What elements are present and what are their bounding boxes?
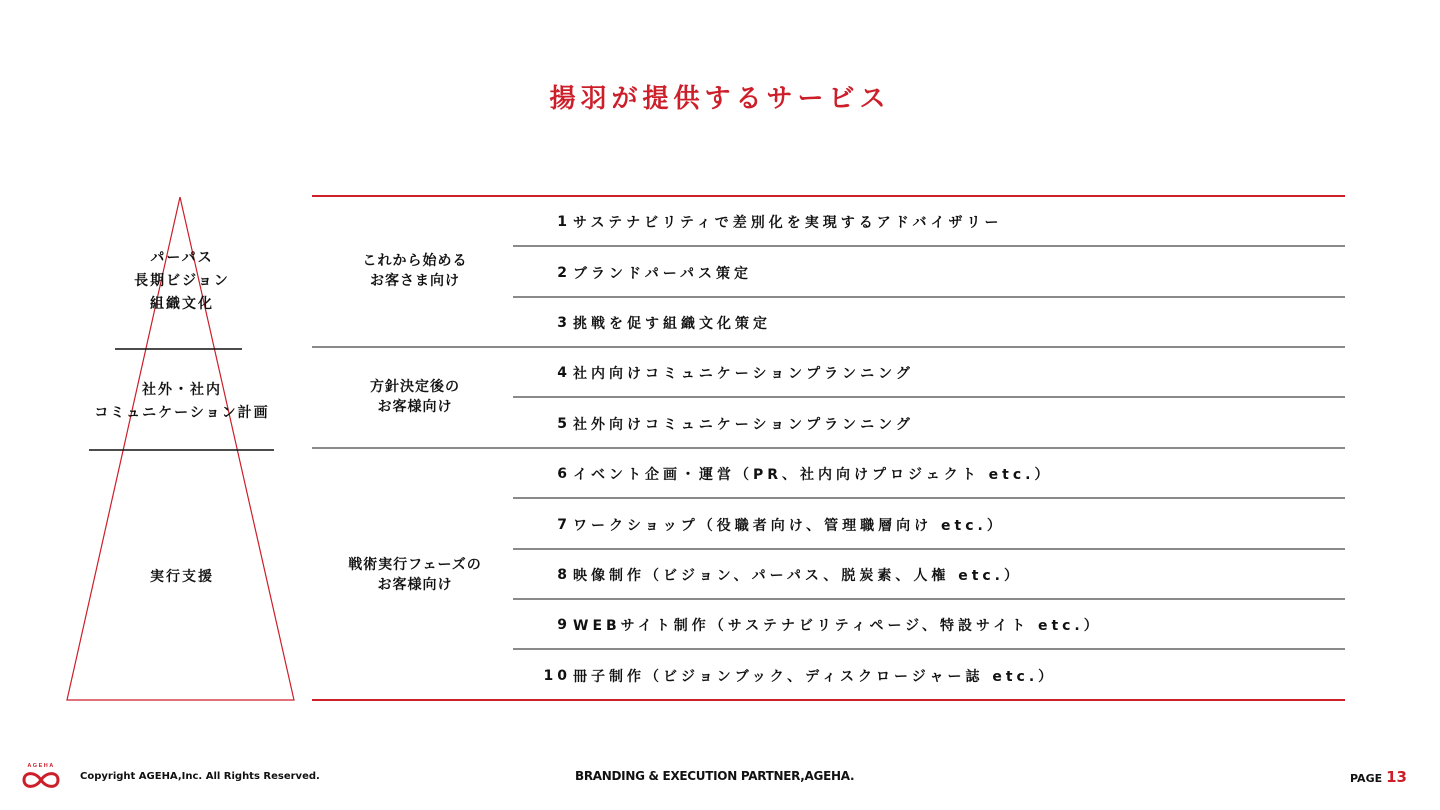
tier-top-line-3: 組織文化 (150, 296, 214, 312)
audience-group-3 (320, 555, 510, 595)
services-list (513, 197, 1345, 701)
ageha-logo-icon (22, 760, 64, 794)
service-number: 4 (557, 365, 571, 382)
pyramid-tier-top (62, 247, 302, 316)
footer-tagline: BRANDING & EXECUTION PARTNER,AGEHA. (575, 769, 855, 783)
footer-copyright: Copyright AGEHA,Inc. All Rights Reserved. (80, 771, 320, 782)
tier-middle-line-2: コミュニケーション計画 (94, 405, 270, 421)
pyramid-diagram (0, 0, 310, 710)
tier-middle-line-1: 社外・社内 (142, 382, 222, 398)
audience-2-line-1: 方針決定後の (370, 379, 460, 395)
service-row-10 (513, 651, 1345, 701)
service-number: 5 (557, 415, 571, 432)
audience-group-2 (320, 377, 510, 417)
service-text: 冊子制作（ビジョンブック、ディスクロージャー誌 etc.） (573, 668, 1057, 685)
page-number: 13 (1386, 768, 1407, 786)
service-number: 7 (557, 516, 571, 533)
pyramid-tier-middle (62, 379, 302, 425)
service-text: ワークショップ（役職者向け、管理職層向け etc.） (573, 517, 1005, 534)
service-row-1 (513, 197, 1345, 247)
service-row-4 (513, 348, 1345, 398)
service-row-8 (513, 550, 1345, 600)
audience-1-line-2: お客さま向け (370, 273, 460, 289)
audience-group-1 (320, 251, 510, 291)
footer-page (1350, 768, 1407, 786)
tier-top-line-1: パーパス (150, 250, 214, 266)
service-row-3 (513, 298, 1345, 348)
service-text: イベント企画・運営（PR、社内向けプロジェクト etc.） (573, 467, 1053, 484)
service-text: WEBサイト制作（サステナビリティページ、特設サイト etc.） (573, 618, 1102, 635)
page-label: PAGE (1350, 772, 1383, 785)
service-number: 10 (543, 667, 571, 684)
service-text: 社内向けコミュニケーションプランニング (573, 366, 914, 383)
service-text: サステナビリティで差別化を実現するアドバイザリー (573, 215, 1003, 232)
audience-2-line-2: お客様向け (377, 399, 453, 415)
service-number: 8 (557, 566, 571, 583)
service-row-7 (513, 499, 1345, 549)
service-row-5 (513, 399, 1345, 449)
service-row-9 (513, 600, 1345, 650)
audience-3-line-1: 戦術実行フェーズの (348, 557, 482, 573)
audience-3-line-2: お客様向け (377, 577, 453, 593)
logo-text: AGEHA (27, 763, 55, 769)
tier-bottom-line-1: 実行支援 (150, 569, 214, 585)
audience-1-line-1: これから始める (362, 253, 468, 269)
service-number: 2 (557, 264, 571, 281)
service-row-6 (513, 449, 1345, 499)
service-number: 9 (557, 617, 571, 634)
page-title: 揚羽が提供するサービス (549, 84, 891, 114)
service-text: 映像制作（ビジョン、パーパス、脱炭素、人権 etc.） (573, 567, 1022, 584)
service-text: 社外向けコミュニケーションプランニング (573, 416, 914, 433)
service-row-2 (513, 247, 1345, 297)
service-text: 挑戦を促す組織文化策定 (573, 315, 771, 332)
pyramid-tier-bottom (62, 566, 302, 589)
service-number: 6 (557, 466, 571, 483)
service-number: 3 (557, 314, 571, 331)
service-text: ブランドパーパス策定 (573, 265, 753, 282)
service-number: 1 (557, 214, 571, 231)
tier-top-line-2: 長期ビジョン (134, 273, 230, 289)
